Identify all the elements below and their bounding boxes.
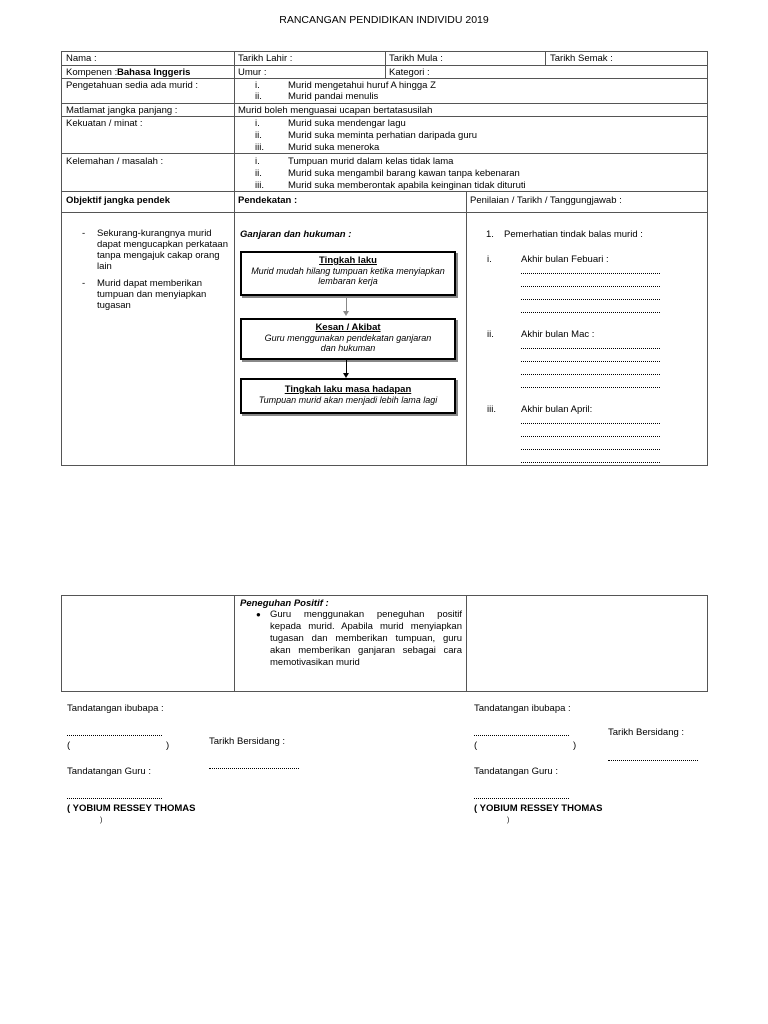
kesan-akibat-title: Kesan / Akibat bbox=[315, 322, 381, 333]
month-label-3: Akhir bulan April: bbox=[521, 404, 593, 415]
signature-line bbox=[474, 798, 569, 799]
answer-line bbox=[521, 273, 660, 274]
kelemahan-num-1: i. bbox=[255, 156, 260, 167]
kekuatan-label: Kekuatan / minat : bbox=[66, 118, 143, 129]
pengetahuan-label: Pengetahuan sedia ada murid : bbox=[66, 80, 199, 91]
right-ibubapa-label: Tandatangan ibubapa : bbox=[474, 703, 571, 714]
answer-line bbox=[521, 436, 660, 437]
masa-hadapan-title: Tingkah laku masa hadapan bbox=[284, 384, 412, 395]
tingkah-laku-body: Murid mudah hilang tumpuan ketika menyiapkan lembaran kerja bbox=[251, 266, 445, 286]
pengetahuan-num-2: ii. bbox=[255, 91, 262, 102]
right-guru-label: Tandatangan Guru : bbox=[474, 766, 558, 777]
pengetahuan-item-1: Murid mengetahui huruf A hingga Z bbox=[288, 80, 436, 91]
matlamat-value: Murid boleh menguasai ucapan bertatasusilah bbox=[238, 105, 433, 116]
right-paren-close: ) bbox=[573, 740, 577, 751]
tarikh-semak-label: Tarikh Semak : bbox=[550, 53, 613, 64]
bullet-dash-2: - bbox=[82, 278, 86, 289]
right-guru-name: ( YOBIUM RESSEY THOMAS bbox=[474, 803, 603, 814]
peneguhan-body: Guru menggunakan peneguhan positif kepada murid. Apabila murid menyiapkan tugasan dan memberikan tumpuan, guru akan memberikan ganjaran sebagai cara memotivasikan murid bbox=[270, 609, 462, 668]
tingkah-laku-box bbox=[240, 251, 456, 296]
kekuatan-item-3: Murid suka meneroka bbox=[288, 142, 380, 153]
answer-line bbox=[521, 387, 660, 388]
kekuatan-item-2: Murid suka meminta perhatian daripada guru bbox=[288, 130, 478, 141]
masa-hadapan-box bbox=[240, 378, 456, 414]
objektif-item-1: Sekurang-kurangnya murid dapat mengucapkan perkataan tanpa mengajuk cakap orang lain bbox=[97, 228, 228, 272]
masa-hadapan-body: Tumpuan murid akan menjadi lebih lama lagi bbox=[258, 395, 438, 405]
answer-line bbox=[521, 449, 660, 450]
month-num-3: iii. bbox=[487, 404, 496, 415]
answer-line bbox=[521, 423, 660, 424]
right-bersidang-label: Tarikh Bersidang : bbox=[608, 727, 685, 738]
nama-label: Nama : bbox=[66, 53, 97, 64]
tarikh-lahir-label: Tarikh Lahir : bbox=[238, 53, 293, 64]
right-name-close: ) bbox=[507, 817, 510, 824]
left-ibubapa-label: Tandatangan ibubapa : bbox=[67, 703, 164, 714]
kategori-label: Kategori : bbox=[389, 67, 430, 78]
signature-line bbox=[209, 768, 299, 769]
penilaian-heading: Pemerhatian tindak balas murid : bbox=[504, 229, 643, 240]
objektif-item-2: Murid dapat memberikan tumpuan dan menyiapkan tugasan bbox=[97, 278, 207, 311]
month-label-1: Akhir bulan Febuari : bbox=[521, 254, 609, 265]
signature-line bbox=[608, 760, 698, 761]
komponen-label: Kompenen : bbox=[66, 67, 118, 78]
komponen-value: Bahasa Inggeris bbox=[117, 67, 191, 78]
month-num-2: ii. bbox=[487, 329, 494, 340]
left-guru-label: Tandatangan Guru : bbox=[67, 766, 151, 777]
kelemahan-item-2: Murid suka mengambil barang kawan tanpa kebenaran bbox=[288, 168, 520, 179]
kelemahan-num-2: ii. bbox=[255, 168, 262, 179]
bullet-dot-icon: ● bbox=[256, 610, 261, 619]
objektif-header: Objektif jangka pendek bbox=[66, 195, 170, 206]
answer-line bbox=[521, 312, 660, 313]
kekuatan-item-1: Murid suka mendengar lagu bbox=[288, 118, 406, 129]
left-paren-close: ) bbox=[166, 740, 170, 751]
answer-line bbox=[521, 462, 660, 463]
signature-line bbox=[474, 735, 569, 736]
tarikh-mula-label: Tarikh Mula : bbox=[389, 53, 443, 64]
kekuatan-num-2: ii. bbox=[255, 130, 262, 141]
left-paren-open: ( bbox=[67, 740, 71, 751]
answer-line bbox=[521, 348, 660, 349]
matlamat-label: Matlamat jangka panjang : bbox=[66, 105, 178, 116]
ganjaran-heading: Ganjaran dan hukuman : bbox=[240, 229, 352, 240]
answer-line bbox=[521, 361, 660, 362]
answer-line bbox=[521, 286, 660, 287]
month-num-1: i. bbox=[487, 254, 492, 265]
pengetahuan-item-2: Murid pandai menulis bbox=[288, 91, 379, 102]
penilaian-num: 1. bbox=[486, 229, 494, 240]
right-paren-open: ( bbox=[474, 740, 478, 751]
left-bersidang-label: Tarikh Bersidang : bbox=[209, 736, 286, 747]
signature-line bbox=[67, 798, 162, 799]
kelemahan-item-3: Murid suka memberontak apabila keinginan tidak dituruti bbox=[288, 180, 526, 191]
kekuatan-num-3: iii. bbox=[255, 142, 264, 153]
kekuatan-num-1: i. bbox=[255, 118, 260, 129]
kesan-akibat-box bbox=[240, 318, 456, 360]
bullet-dash-1: - bbox=[82, 228, 86, 239]
pendekatan-header: Pendekatan : bbox=[238, 195, 298, 206]
answer-line bbox=[521, 374, 660, 375]
month-label-2: Akhir bulan Mac : bbox=[521, 329, 595, 340]
tingkah-laku-title: Tingkah laku bbox=[319, 255, 377, 266]
peneguhan-heading: Peneguhan Positif : bbox=[240, 598, 329, 609]
arrow-head-1 bbox=[343, 311, 349, 316]
signature-line bbox=[67, 735, 162, 736]
kelemahan-label: Kelemahan / masalah : bbox=[66, 156, 164, 167]
kelemahan-item-1: Tumpuan murid dalam kelas tidak lama bbox=[288, 156, 454, 167]
pengetahuan-num-1: i. bbox=[255, 80, 260, 91]
document-title: RANCANGAN PENDIDIKAN INDIVIDU 2019 bbox=[279, 14, 489, 26]
kelemahan-num-3: iii. bbox=[255, 180, 264, 191]
answer-line bbox=[521, 299, 660, 300]
kesan-akibat-body: Guru menggunakan pendekatan ganjaran dan hukuman bbox=[264, 333, 432, 353]
left-guru-name: ( YOBIUM RESSEY THOMAS bbox=[67, 803, 196, 814]
umur-label: Umur : bbox=[238, 67, 267, 78]
left-name-close: ) bbox=[100, 817, 103, 824]
penilaian-header: Penilaian / Tarikh / Tanggungjawab : bbox=[470, 195, 622, 206]
